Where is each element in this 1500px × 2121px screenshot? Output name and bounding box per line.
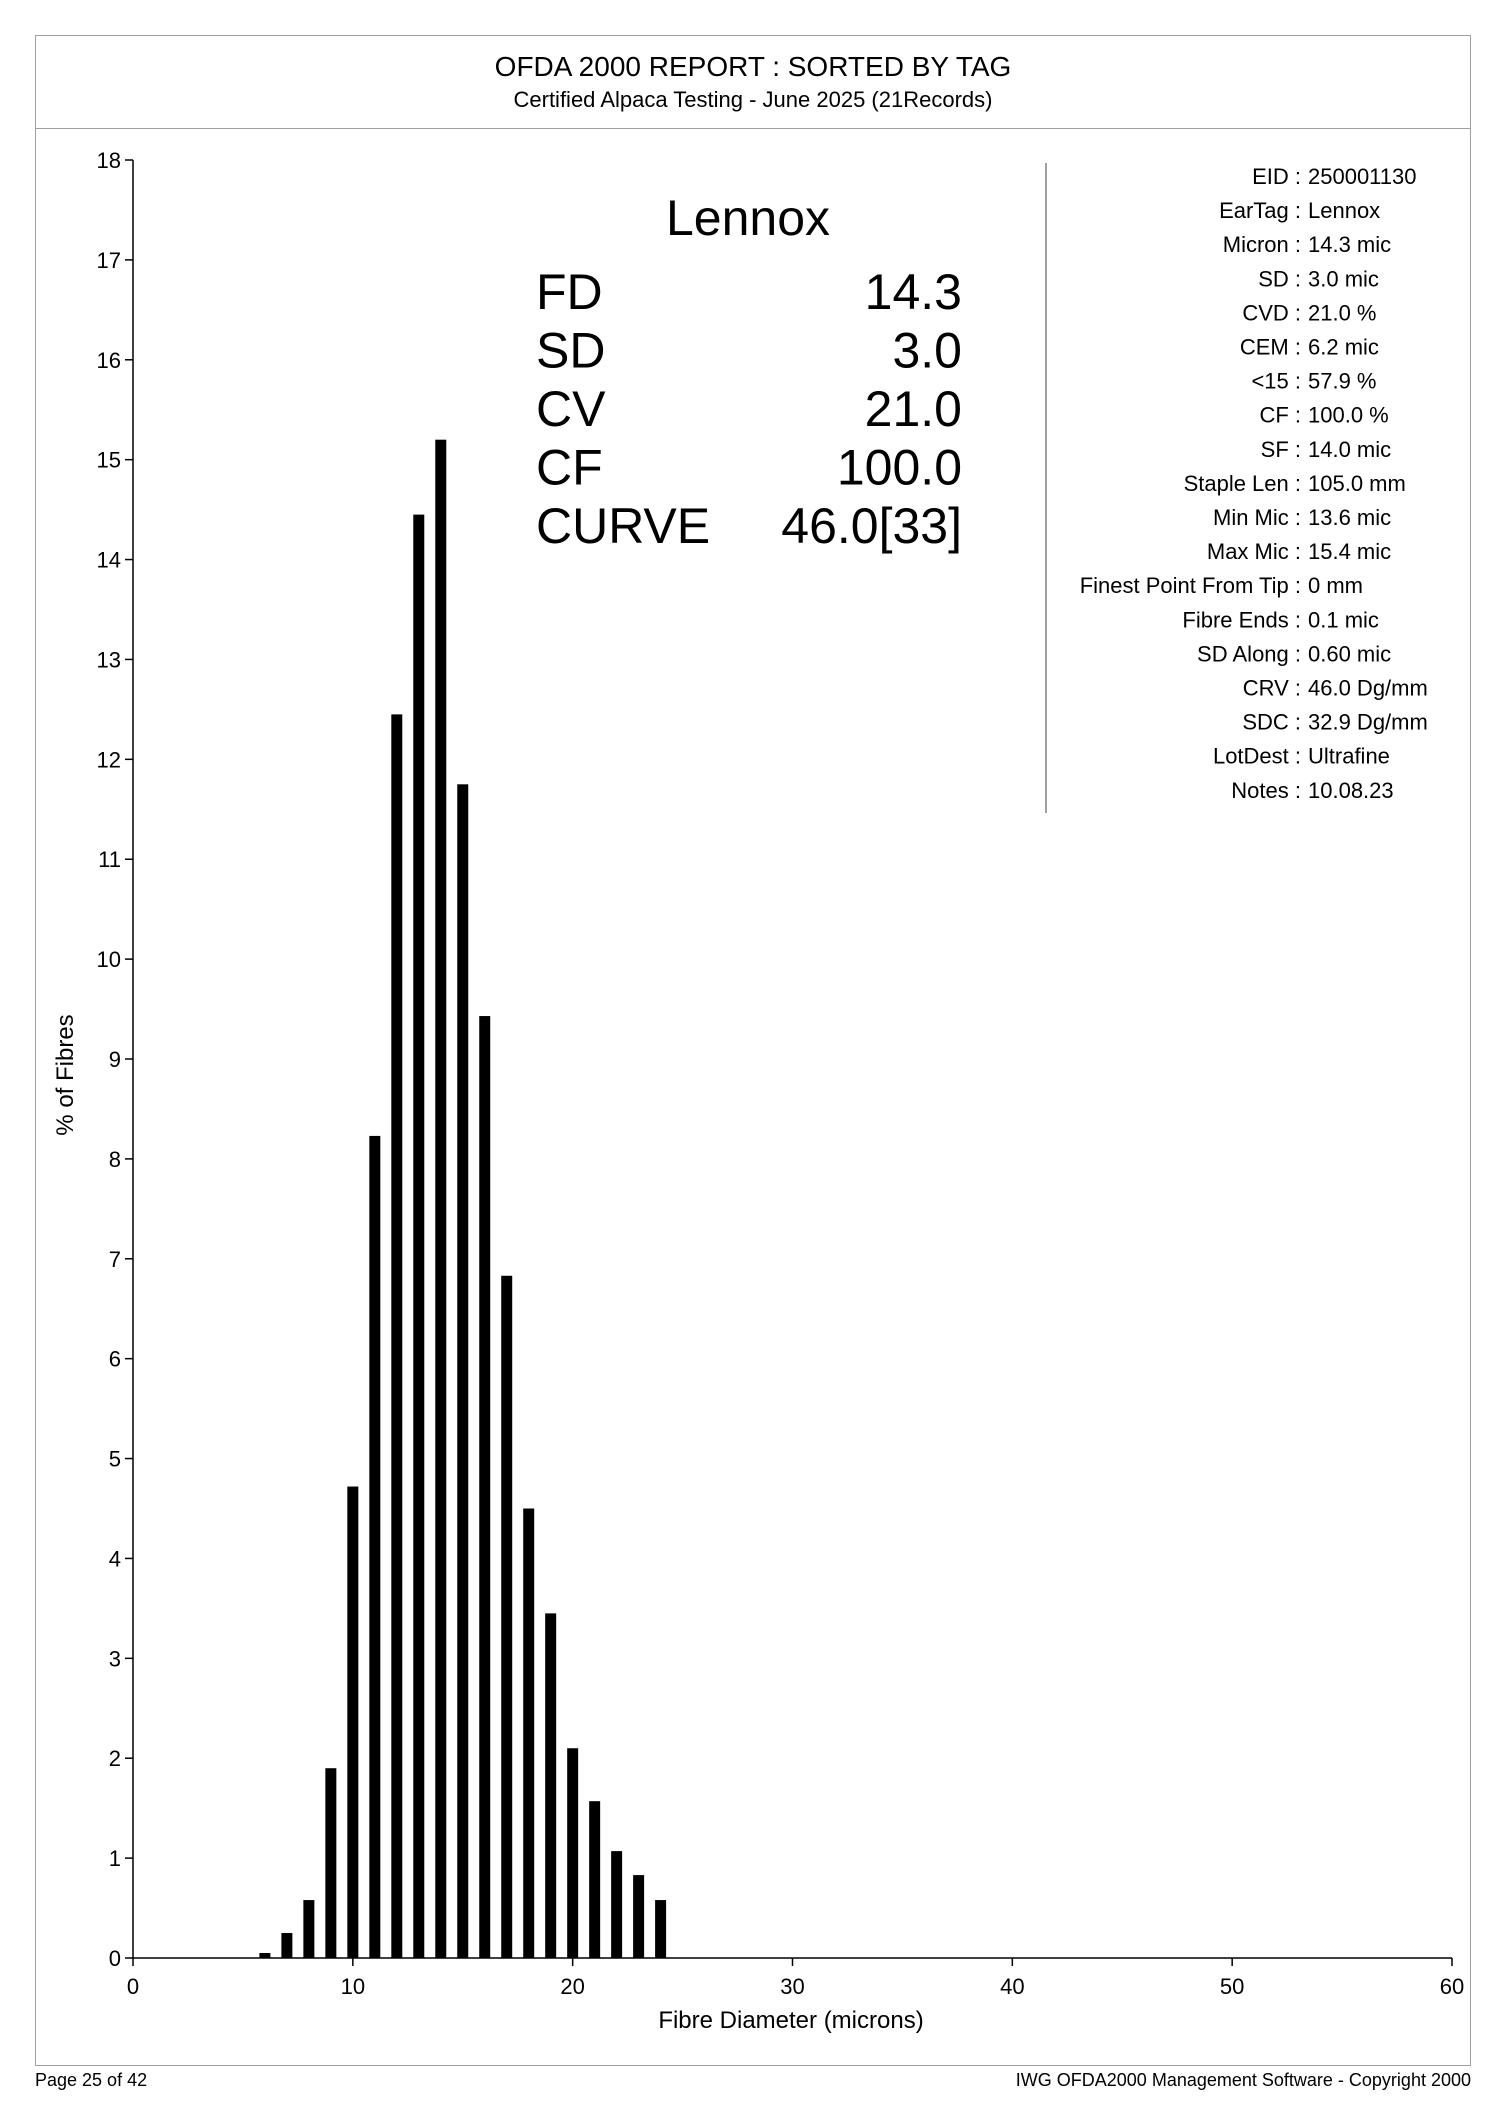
report-subtitle: Certified Alpaca Testing - June 2025 (21Records): [513, 87, 993, 112]
summary-label: FD: [536, 264, 603, 320]
y-tick-label: 16: [96, 347, 121, 373]
info-value: 46.0 Dg/mm: [1308, 675, 1428, 701]
y-tick-label: 18: [96, 148, 121, 173]
histogram-bar: [369, 1136, 380, 1958]
info-label: EarTag :: [1219, 198, 1301, 224]
histogram-bar: [391, 714, 402, 1958]
info-label: Max Mic :: [1206, 539, 1301, 565]
info-value: 14.0 mic: [1308, 436, 1392, 462]
info-label: CEM :: [1239, 334, 1301, 360]
summary-label: CF: [536, 439, 603, 496]
x-tick-label: 20: [560, 1974, 585, 1999]
info-label: SF :: [1260, 436, 1301, 462]
x-tick-label: 30: [780, 1974, 805, 1999]
histogram-bar: [259, 1953, 270, 1958]
info-value: 0.1 mic: [1308, 607, 1379, 633]
y-tick-label: 14: [96, 547, 121, 573]
x-tick-label: 40: [1000, 1974, 1025, 1999]
info-value: 15.4 mic: [1308, 539, 1392, 565]
info-value: 6.2 mic: [1308, 334, 1379, 360]
animal-name: Lennox: [665, 190, 831, 246]
y-axis-label: % of Fibres: [52, 1014, 79, 1136]
info-label: CRV :: [1242, 675, 1301, 701]
y-tick-label: 13: [96, 647, 121, 673]
histogram-bar: [523, 1509, 534, 1959]
info-value: Lennox: [1308, 198, 1381, 224]
copyright-text: IWG OFDA2000 Management Software - Copyright 2000: [1015, 2070, 1471, 2090]
y-tick-label: 8: [108, 1146, 121, 1172]
summary-label: CV: [536, 381, 606, 437]
histogram-bar: [567, 1748, 578, 1958]
histogram-bar: [413, 515, 424, 1958]
info-label: CVD :: [1242, 300, 1301, 326]
y-tick-label: 10: [96, 947, 121, 973]
y-tick-label: 0: [108, 1946, 121, 1971]
info-panel: [1080, 164, 1428, 803]
summary-block: [536, 190, 962, 554]
summary-label: CURVE: [536, 498, 711, 554]
info-value: Ultrafine: [1308, 743, 1390, 769]
info-value: 0 mm: [1308, 573, 1363, 599]
info-value: 57.9 %: [1308, 368, 1377, 394]
y-tick-label: 5: [108, 1446, 121, 1472]
info-label: Micron :: [1222, 232, 1301, 258]
x-tick-label: 50: [1219, 1974, 1245, 1999]
histogram-bar: [501, 1276, 512, 1958]
histogram-bar: [457, 784, 468, 1958]
y-tick-label: 2: [108, 1746, 121, 1772]
info-value: 105.0 mm: [1308, 470, 1406, 496]
summary-label: SD: [536, 322, 606, 379]
y-tick-label: 1: [108, 1846, 121, 1872]
histogram-bar: [435, 440, 446, 1958]
x-tick-label: 10: [340, 1974, 366, 1999]
info-label: <15 :: [1251, 368, 1301, 394]
info-value: 10.08.23: [1308, 777, 1394, 803]
histogram-bar: [347, 1487, 358, 1958]
summary-value: 14.3: [864, 264, 962, 320]
histogram-bar: [281, 1933, 292, 1958]
info-value: 14.3 mic: [1308, 232, 1392, 258]
x-tick-label: 0: [126, 1974, 140, 1999]
info-label: LotDest :: [1212, 743, 1301, 769]
info-label: EID :: [1252, 164, 1301, 189]
info-label: Notes :: [1231, 777, 1301, 803]
histogram-bar: [303, 1900, 314, 1958]
y-tick-label: 3: [108, 1646, 121, 1672]
info-value: 21.0 %: [1308, 300, 1377, 326]
histogram-bar: [479, 1016, 490, 1958]
x-axis-label: Fibre Diameter (microns): [658, 2007, 924, 2034]
histogram-bar: [611, 1851, 622, 1958]
histogram-bar: [325, 1768, 336, 1958]
y-tick-label: 15: [96, 447, 121, 473]
info-value: 13.6 mic: [1308, 505, 1392, 530]
summary-value: 100.0: [836, 439, 962, 496]
y-tick-label: 6: [108, 1346, 121, 1372]
info-label: Staple Len :: [1183, 470, 1301, 496]
y-tick-label: 9: [108, 1047, 121, 1072]
summary-value: 21.0: [864, 381, 962, 437]
info-label: SD Along :: [1197, 641, 1301, 667]
histogram-bar: [545, 1613, 556, 1958]
info-label: CF :: [1259, 402, 1301, 428]
info-label: Fibre Ends :: [1182, 607, 1301, 633]
info-value: 0.60 mic: [1308, 641, 1392, 667]
y-tick-label: 4: [108, 1546, 121, 1572]
histogram-bar: [589, 1801, 600, 1958]
summary-value: 3.0: [892, 322, 962, 379]
histogram-bar: [633, 1875, 644, 1958]
report-title: OFDA 2000 REPORT : SORTED BY TAG: [494, 51, 1012, 82]
info-value: 250001130: [1308, 164, 1417, 189]
page-number: Page 25 of 42: [35, 2070, 148, 2090]
info-value: 100.0 %: [1308, 402, 1389, 428]
info-label: SDC :: [1242, 709, 1301, 735]
info-value: 3.0 mic: [1308, 266, 1379, 292]
y-tick-label: 7: [108, 1246, 121, 1272]
info-label: SD :: [1258, 266, 1301, 292]
x-tick-label: 60: [1439, 1974, 1465, 1999]
info-label: Finest Point From Tip :: [1079, 573, 1301, 599]
info-label: Min Mic :: [1213, 505, 1301, 530]
bars: [259, 440, 666, 1958]
info-value: 32.9 Dg/mm: [1308, 709, 1428, 735]
histogram-bar: [655, 1900, 666, 1958]
y-tick-label: 17: [96, 247, 121, 273]
summary-value: 46.0[33]: [781, 498, 962, 554]
y-tick-label: 12: [96, 747, 121, 773]
y-tick-label: 11: [98, 847, 121, 873]
